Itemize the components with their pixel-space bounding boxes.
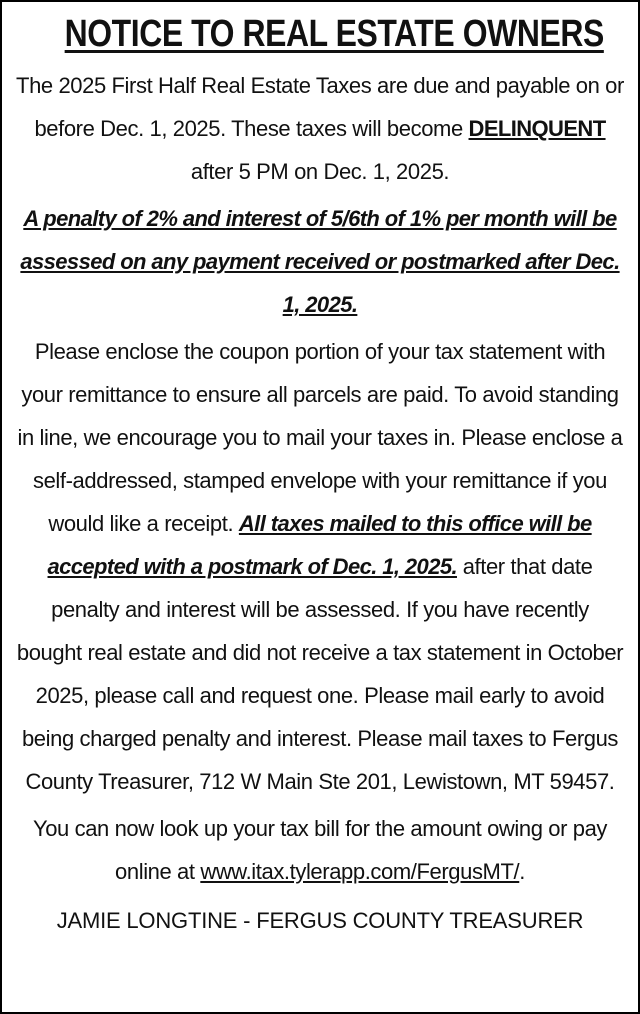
online-payment-link[interactable]: www.itax.tylerapp.com/FergusMT/ — [200, 859, 520, 884]
online-payment-text: You can now look up your tax bill for the amount owing or pay online at — [32, 816, 608, 884]
delinquent-emphasis: DELINQUENT — [468, 116, 606, 141]
treasurer-signature: JAMIE LONGTINE - FERGUS COUNTY TREASURER — [56, 908, 584, 933]
notice-title: NOTICE TO REAL ESTATE OWNERS — [64, 13, 604, 55]
instructions-continued-text: after that date penalty and interest will be assessed. If you have recently bought real estate and did not receive a tax statement in October 2025, please call and request one. Please mail early to avoid being charged penalty and interest. Please mail taxes to Fergus County Treasurer, 712 W Main Ste 201, Lewistown, MT 59457. — [16, 554, 624, 794]
due-date-paragraph — [16, 64, 624, 193]
online-payment-paragraph — [16, 807, 624, 893]
instructions-text: Please enclose the coupon portion of your tax statement with your remittance to ensure all parcels are paid. To avoid standing in line, we encourage you to mail your taxes in. Please enclose a self-addressed, stamped envelope with your remittance if you would like a receipt. — [17, 339, 623, 536]
instructions-paragraph — [16, 330, 624, 803]
due-date-text: The 2025 First Half Real Estate Taxes are due and payable on or before Dec. 1, 2025. These taxes will become — [16, 73, 624, 141]
penalty-notice: A penalty of 2% and interest of 5/6th of 1% per month will be assessed on any payment received or postmarked after Dec. 1, 2025. — [20, 206, 620, 317]
online-payment-period: . — [519, 859, 525, 884]
delinquent-time-text: after 5 PM on Dec. 1, 2025. — [190, 159, 450, 184]
postmark-emphasis: All taxes mailed to this office will be accepted with a postmark of Dec. 1, 2025. — [47, 511, 592, 579]
